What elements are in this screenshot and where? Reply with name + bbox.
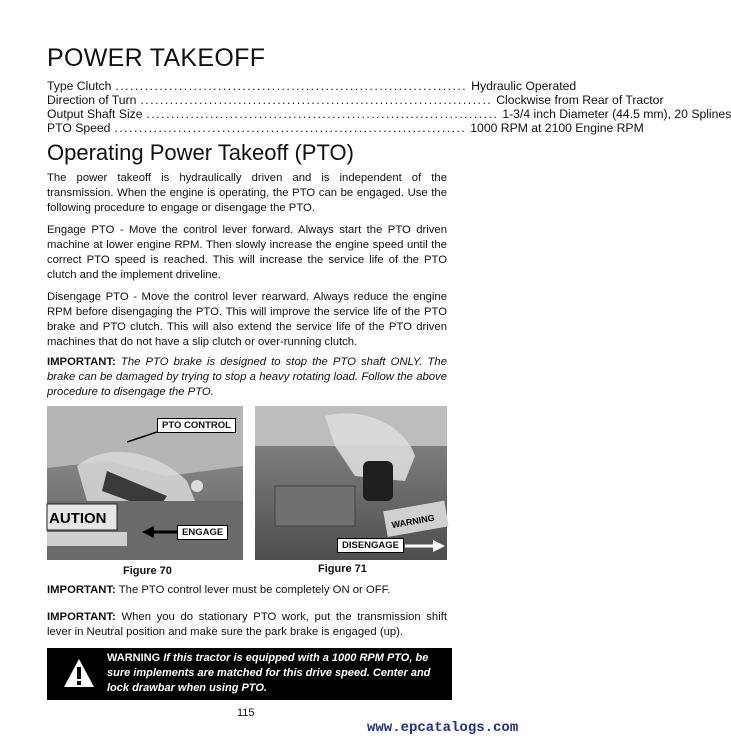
important-label: IMPORTANT:: [47, 584, 116, 596]
engage-paragraph: Engage PTO - Move the control lever forward. Always start the PTO driven machine at lower engine RPM. Then slowly increase the engine speed until the correct PTO speed is reached. This will increase the service life of the PTO clutch and the implement driveline.: [47, 224, 447, 281]
warning-decal-text: WARNING: [390, 512, 436, 531]
warning-box: [47, 648, 452, 700]
warning-body: If this tractor is equipped with a 1000 RPM PTO, be sure implements are matched for this drive speed. Center and lock drawbar when using PTO.: [107, 652, 431, 694]
spec-row-type-clutch: [47, 79, 577, 94]
engage-callout: ENGAGE: [177, 525, 228, 540]
spec-label: Direction of Turn: [47, 93, 137, 107]
leader-dots: ........................................................................: [114, 121, 467, 135]
important-note-1: [47, 355, 447, 400]
spec-label: Type Clutch: [47, 79, 112, 93]
page-number: 115: [237, 707, 255, 719]
spec-row-pto-speed: [47, 121, 644, 136]
warning-label: WARNING: [107, 652, 161, 664]
warning-text: [107, 651, 445, 696]
spec-label: PTO Speed: [47, 121, 111, 135]
figure-71-photo: [255, 406, 447, 560]
spec-value: 1000 RPM at 2100 Engine RPM: [470, 121, 644, 135]
spec-value: Hydraulic Operated: [471, 79, 577, 93]
figure-70-photo: [47, 406, 243, 560]
caution-decal-text: AUTION: [49, 510, 107, 527]
spec-row-direction: [47, 93, 664, 108]
important-text: The PTO control lever must be completely ON or OFF.: [118, 584, 391, 596]
disengage-callout: DISENGAGE: [337, 538, 404, 553]
leader-dots: ........................................................................: [115, 79, 468, 93]
important-note-3: [47, 610, 447, 640]
spec-row-output-shaft: [47, 107, 731, 122]
important-text: When you do stationary PTO work, put the transmission shift lever in Neutral position and make sure the park brake is engaged (up).: [47, 611, 447, 638]
page-title: POWER TAKEOFF: [47, 44, 266, 72]
pto-lever-disengage-illustration: [255, 406, 447, 560]
spec-value: Clockwise from Rear of Tractor: [496, 93, 664, 107]
spec-value: 1-3/4 inch Diameter (44.5 mm), 20 Splines: [502, 107, 731, 121]
watermark: www.epcatalogs.com: [367, 720, 519, 736]
warning-triangle-icon: [63, 658, 95, 688]
leader-dots: ........................................................................: [146, 107, 499, 121]
section-title: Operating Power Takeoff (PTO): [47, 140, 354, 165]
disengage-paragraph: Disengage PTO - Move the control lever rearward. Always reduce the engine RPM before disengaging the PTO. This will improve the service life of the PTO brake and PTO clutch. This will also extend the service life of the PTO driven machines that do not have a slip clutch or over-running clutch.: [47, 291, 447, 348]
spec-label: Output Shaft Size: [47, 107, 143, 121]
figure-71-caption: Figure 71: [318, 563, 367, 575]
intro-paragraph: The power takeoff is hydraulically driven and is independent of the transmission. When the engine is operating, the PTO can be engaged. Use the following procedure to engage or disengage the PTO.: [47, 172, 447, 214]
important-label: IMPORTANT:: [47, 356, 116, 368]
leader-dots: ........................................................................: [140, 93, 493, 107]
important-text: The PTO brake is designed to stop the PTO shaft ONLY. The brake can be damaged by trying to stop a heavy rotating load. Follow the above procedure to disengage the PTO.: [47, 356, 447, 398]
important-label: IMPORTANT:: [47, 611, 116, 623]
figure-70-caption: Figure 70: [123, 565, 172, 577]
pto-control-callout: PTO CONTROL: [157, 418, 236, 433]
important-note-2: [47, 583, 447, 598]
